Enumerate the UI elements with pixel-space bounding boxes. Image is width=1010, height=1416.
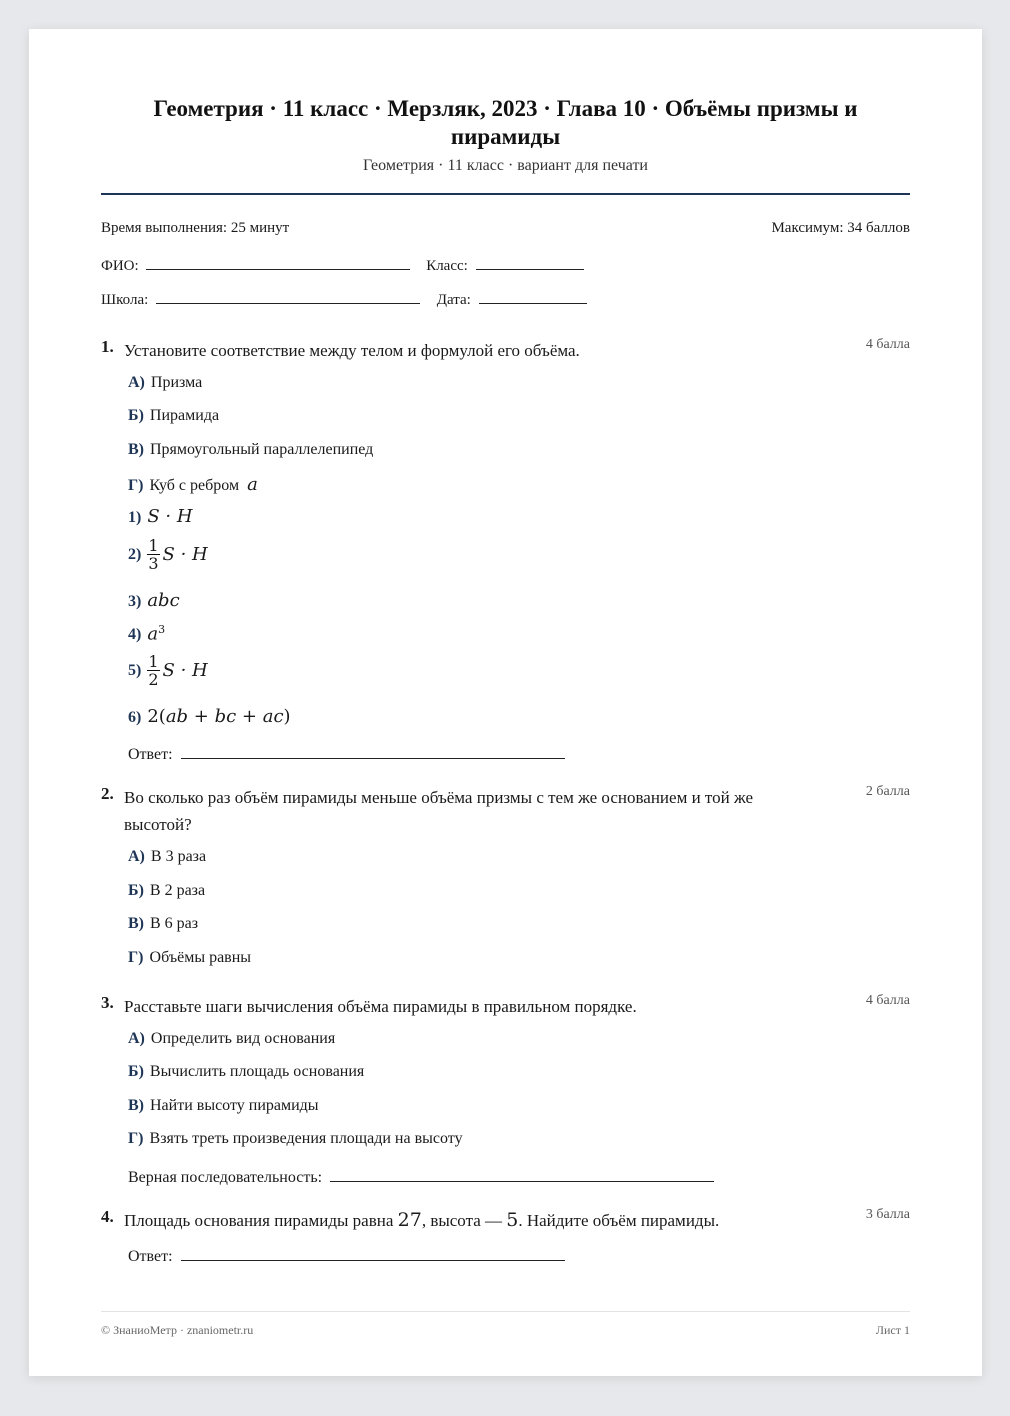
- option-letter: Г): [128, 949, 144, 966]
- question-points: 4 балла: [865, 993, 910, 1008]
- formula-label: 1): [128, 509, 142, 526]
- option-g: [128, 1130, 463, 1148]
- answer-input-line[interactable]: [330, 1165, 714, 1182]
- question-value: 5: [506, 1209, 519, 1231]
- option-text: Прямоугольный параллелепипед: [150, 441, 374, 458]
- school-input-line[interactable]: [156, 287, 420, 304]
- question-number: 2.: [101, 784, 114, 803]
- option-text: В 6 раз: [150, 915, 199, 932]
- fraction-denominator: 3: [148, 554, 159, 573]
- question-text-part: Площадь основания пирамиды равна: [124, 1211, 394, 1230]
- question-text: Установите соответствие между телом и формулой его объёма.: [124, 341, 580, 360]
- question-number: 4.: [101, 1207, 114, 1226]
- answer-row-1: [128, 742, 565, 764]
- option-letter: А): [128, 848, 145, 865]
- formula-label: 4): [128, 626, 142, 644]
- max-score: Максимум: 34 баллов: [771, 220, 910, 236]
- option-letter: А): [128, 374, 145, 391]
- question-text-part: , высота —: [421, 1211, 503, 1230]
- option-g: [128, 949, 251, 967]
- formula-expr: S · H: [162, 544, 208, 565]
- fio-class-row: [101, 253, 584, 275]
- school-label: Школа:: [101, 292, 149, 308]
- answer-input-line[interactable]: [181, 742, 565, 759]
- formula-expr: S · H: [162, 660, 208, 681]
- question-points: 4 балла: [865, 337, 910, 352]
- option-a: [128, 848, 206, 866]
- formula-expr: a: [147, 623, 159, 645]
- formula-label: 2): [128, 545, 142, 563]
- question-value: 27: [397, 1209, 422, 1231]
- formula-exponent: 3: [158, 623, 166, 636]
- option-text: Пирамида: [149, 407, 220, 424]
- answer-row-4: [128, 1244, 565, 1266]
- formula-label: 5): [128, 661, 142, 679]
- option-a: [128, 374, 202, 392]
- question-points: 3 балла: [865, 1207, 910, 1222]
- option-a: [128, 1030, 335, 1048]
- option-text: В 3 раза: [150, 848, 207, 865]
- question-text: Расставьте шаги вычисления объёма пирамиды в правильном порядке.: [124, 997, 637, 1016]
- formula-5: [128, 653, 208, 688]
- option-text: Призма: [150, 374, 203, 391]
- option-letter: Г): [128, 1130, 144, 1147]
- formula-1: [128, 506, 193, 527]
- option-text: В 2 раза: [149, 882, 206, 899]
- date-label: Дата:: [436, 292, 471, 308]
- answer-label: Верная последовательность:: [128, 1169, 323, 1186]
- formula-expr: abc: [147, 590, 180, 611]
- formula-4: [128, 623, 165, 644]
- option-letter: В): [128, 915, 144, 932]
- option-text: Определить вид основания: [150, 1030, 336, 1047]
- answer-label: Ответ:: [128, 1248, 173, 1265]
- fio-input-line[interactable]: [146, 253, 410, 270]
- option-text: Куб с ребром: [149, 477, 240, 494]
- fio-label: ФИО:: [101, 258, 139, 274]
- answer-label: Ответ:: [128, 746, 173, 763]
- time-limit: Время выполнения: 25 минут: [101, 220, 290, 236]
- option-letter: В): [128, 441, 144, 458]
- formula-3: [128, 590, 180, 611]
- formula-2: [128, 537, 208, 572]
- option-g: [128, 474, 258, 495]
- page-content: [101, 29, 910, 1376]
- formula-label: 3): [128, 593, 142, 610]
- fraction-numerator: 1: [148, 536, 159, 555]
- worksheet-page: [29, 29, 982, 1376]
- school-date-row: [101, 287, 587, 309]
- fraction-numerator: 1: [148, 652, 159, 671]
- header-divider: [101, 193, 910, 195]
- option-b: [128, 882, 205, 900]
- fraction-denominator: 2: [148, 670, 159, 689]
- option-v: [128, 1097, 319, 1115]
- option-v: [128, 915, 198, 933]
- question-text: [124, 1207, 824, 1234]
- question-number: 3.: [101, 993, 114, 1012]
- answer-row-3: [128, 1165, 714, 1187]
- page-subtitle: Геометрия · 11 класс · вариант для печати: [363, 157, 648, 174]
- answer-input-line[interactable]: [181, 1244, 565, 1261]
- date-input-line[interactable]: [479, 287, 587, 304]
- option-text: Взять треть произведения площади на высоту: [149, 1130, 463, 1147]
- formula-label: 6): [128, 709, 142, 726]
- option-text: Найти высоту пирамиды: [150, 1097, 319, 1114]
- class-input-line[interactable]: [476, 253, 584, 270]
- option-letter: Б): [128, 882, 144, 899]
- question-points: 2 балла: [865, 784, 910, 799]
- formula-6: [128, 706, 291, 727]
- option-letter: Б): [128, 1063, 144, 1080]
- question-number: 1.: [101, 337, 114, 356]
- question-text: Во сколько раз объём пирамиды меньше объёма призмы с тем же основанием и той же высотой?: [124, 788, 754, 834]
- question-text-part: . Найдите объём пирамиды.: [518, 1211, 720, 1230]
- footer-divider: [101, 1311, 910, 1312]
- option-letter: Г): [128, 477, 144, 494]
- option-letter: А): [128, 1030, 145, 1047]
- fraction: [147, 653, 159, 688]
- formula-tail: ): [283, 706, 291, 727]
- footer-copyright: © ЗнаниоМетр · znaniometr.ru: [101, 1323, 254, 1337]
- option-math: a: [247, 474, 258, 495]
- page-title: Геометрия · 11 класс · Мерзляк, 2023 · Глава 10 · Объёмы призмы и пирамиды: [153, 96, 858, 149]
- option-b: [128, 1063, 364, 1081]
- option-v: [128, 441, 373, 459]
- formula-expr: ab + bc + ac: [165, 706, 284, 727]
- option-text: Вычислить площадь основания: [149, 1063, 365, 1080]
- option-letter: В): [128, 1097, 144, 1114]
- option-text: Объёмы равны: [149, 949, 252, 966]
- formula-expr: S · H: [147, 506, 193, 527]
- class-label: Класс:: [426, 258, 468, 274]
- formula-lead: 2(: [147, 706, 166, 727]
- fraction: [147, 537, 159, 572]
- option-letter: Б): [128, 407, 144, 424]
- option-b: [128, 407, 219, 425]
- footer-sheet-number: Лист 1: [875, 1323, 910, 1337]
